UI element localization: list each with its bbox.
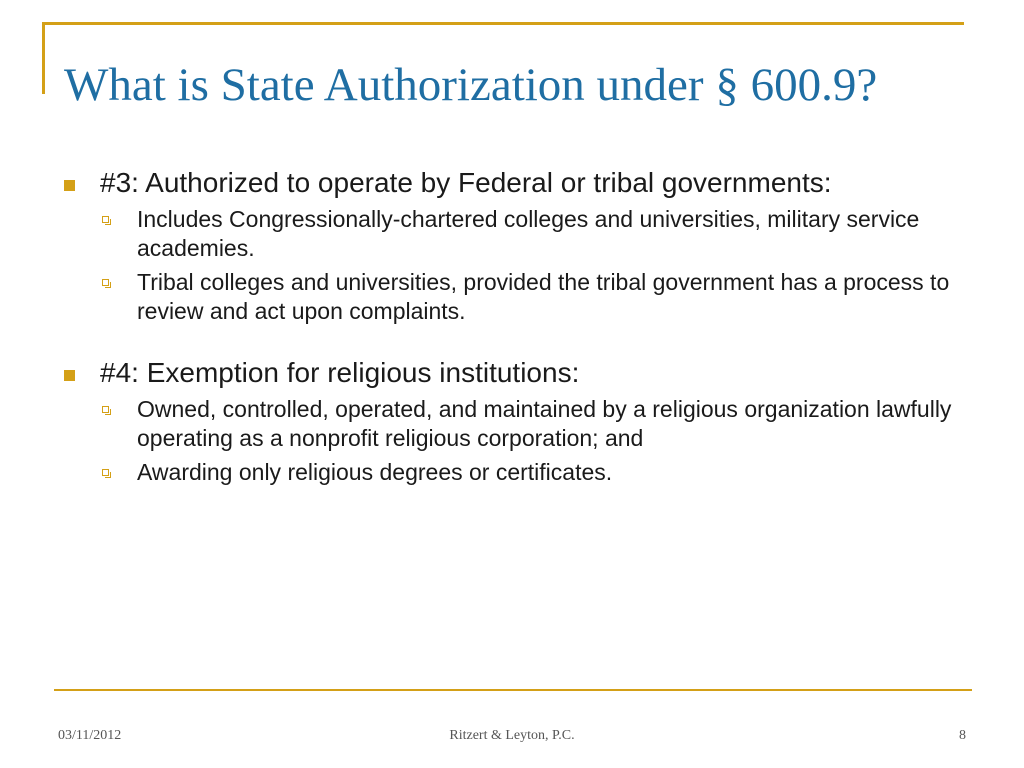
sub-bullet-item (100, 395, 964, 453)
sub-bullet-text: Tribal colleges and universities, provided the tribal government has a process to review and act upon complaints. (137, 269, 950, 324)
sub-bullet-item (100, 458, 964, 487)
bullet-text: #3: Authorized to operate by Federal or tribal governments: (100, 167, 832, 198)
sub-bullet-list (100, 205, 964, 326)
footer-company: Ritzert & Leyton, P.C. (449, 728, 575, 743)
sub-bullet-item (100, 205, 964, 263)
square-bullet-icon (64, 180, 75, 191)
sub-bullet-text: Includes Congressionally-chartered colleges and universities, military service academies. (137, 206, 920, 261)
bullet-item (64, 166, 964, 326)
footer-date: 03/11/2012 (58, 728, 122, 743)
slide-title: What is State Authorization under § 600.9? (64, 59, 878, 111)
sub-bullet-text: Awarding only religious degrees or certificates. (137, 459, 613, 485)
square-bullet-icon (64, 370, 75, 381)
hollow-square-bullet-icon (102, 469, 109, 476)
frame-top-rule (42, 22, 964, 25)
frame-left-rule (42, 22, 45, 94)
sub-bullet-item (100, 268, 964, 326)
page-number: 8 (959, 728, 966, 743)
hollow-square-bullet-icon (102, 279, 109, 286)
bullet-text: #4: Exemption for religious institutions: (100, 357, 580, 388)
slide-content (64, 166, 964, 487)
sub-bullet-list (100, 395, 964, 487)
hollow-square-bullet-icon (102, 406, 109, 413)
bullet-item (64, 356, 964, 487)
footer-rule (54, 689, 972, 691)
sub-bullet-text: Owned, controlled, operated, and maintained by a religious organization lawfully operating as a nonprofit religious corporation; and (137, 396, 952, 451)
hollow-square-bullet-icon (102, 216, 109, 223)
